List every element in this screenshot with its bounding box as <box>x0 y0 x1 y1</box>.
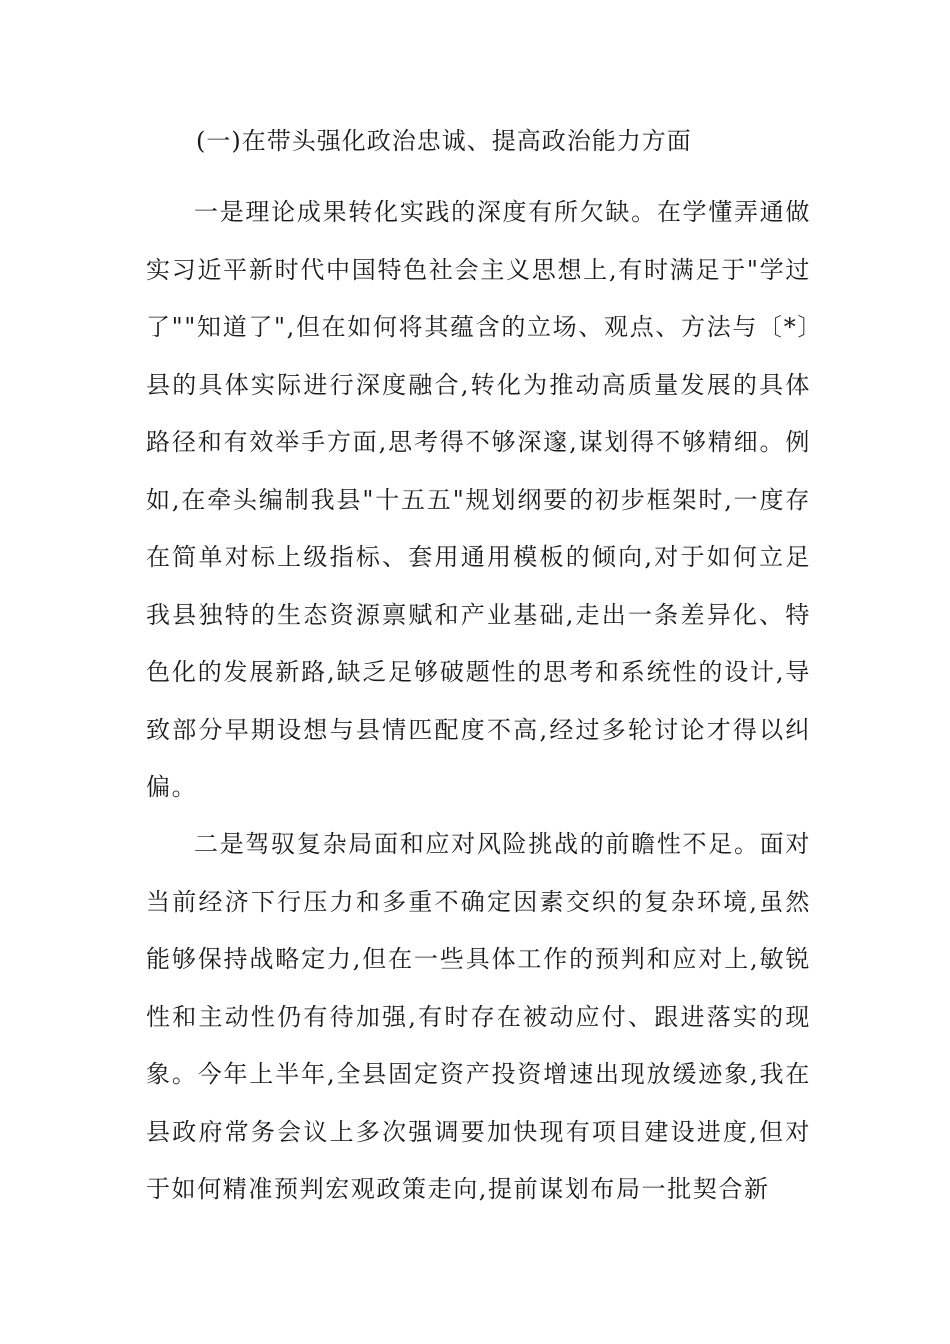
section-heading: (一)在带头强化政治忠诚、提高政治能力方面 <box>196 127 692 155</box>
paragraph-theory-practice: 一是理论成果转化实践的深度有所欠缺。在学懂弄通做实习近平新时代中国特色社会主义思想上,有时满足于"学过了""知道了",但在如何将其蕴含的立场、观点、方法与〔*〕县的具体实际进行深度融合,转化为推动高质量发展的具体路径和有效举手方面,思考得不够深邃,谋划得不够精细。例如,在牵头编制我县"十五五"规划纲要的初步框架时,一度存在简单对标上级指标、套用通用模板的倾向,对于如何立足我县独特的生态资源禀赋和产业基础,走出一条差异化、特色化的发展新路,缺乏足够破题性的思考和系统性的设计,导致部分早期设想与县情匹配度不高,经过多轮讨论才得以纠偏。 <box>146 198 811 801</box>
paragraph-risk-foresight: 二是驾驭复杂局面和应对风险挑战的前瞻性不足。面对当前经济下行压力和多重不确定因素交织的复杂环境,虽然能够保持战略定力,但在一些具体工作的预判和应对上,敏锐性和主动性仍有待加强,有时存在被动应付、跟进落实的现象。今年上半年,全县固定资产投资增速出现放缓迹象,我在县政府常务会议上多次强调要加快现有项目建设进度,但对于如何精准预判宏观政策走向,提前谋划布局一批契合新 <box>146 830 811 1203</box>
